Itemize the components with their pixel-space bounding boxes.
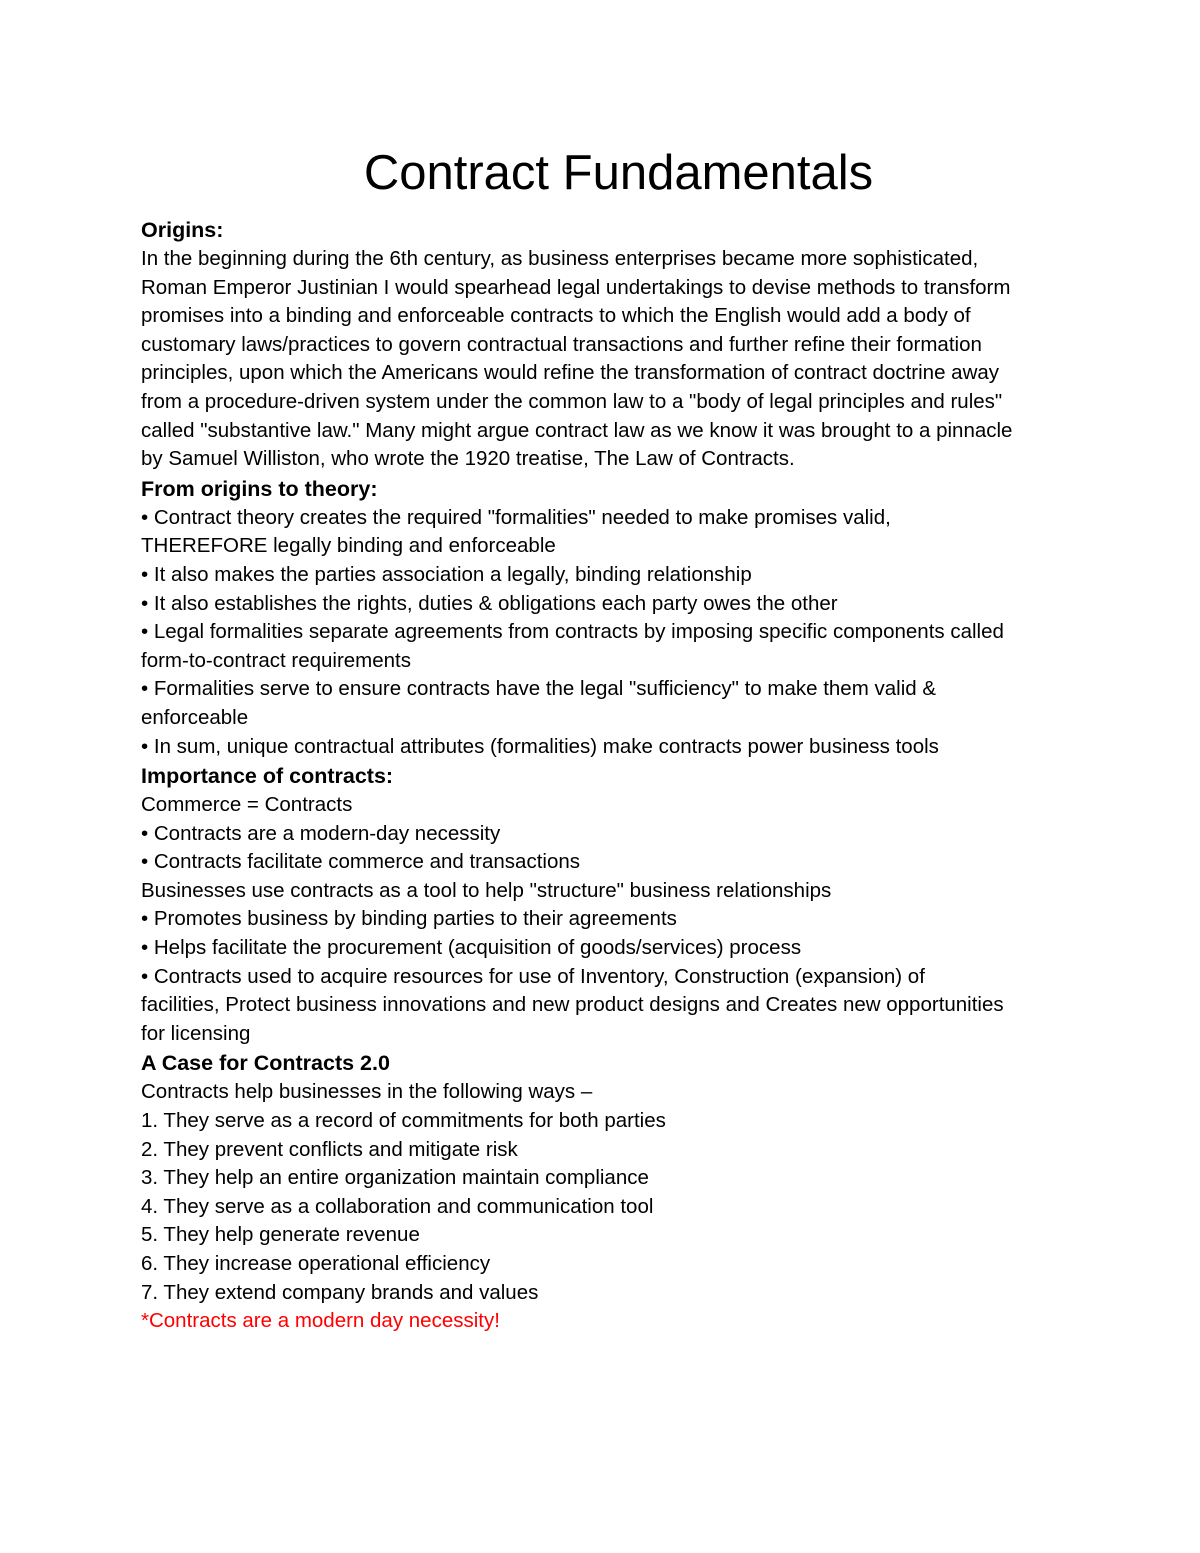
paragraph-line: principles, upon which the Americans would refine the transformation of contract doctrine away: [141, 361, 1000, 385]
section-theory: [141, 474, 1101, 761]
paragraph-line: promises into a binding and enforceable contracts to which the English would add a body of: [141, 304, 971, 328]
bullet-line: enforceable: [141, 705, 249, 729]
section-heading: A Case for Contracts 2.0: [141, 1051, 390, 1076]
section-importance: [141, 761, 1101, 1048]
bullet-line: • Contracts are a modern-day necessity: [141, 821, 501, 845]
numbered-list-item: 3. They help an entire organization maintain compliance: [141, 1166, 649, 1190]
bullet-line: THEREFORE legally binding and enforceable: [141, 534, 556, 558]
document-body: [141, 215, 1101, 1336]
section-heading: Origins:: [141, 218, 224, 242]
numbered-list-item: 6. They increase operational efficiency: [141, 1252, 491, 1275]
bullet-line: • Helps facilitate the procurement (acquisition of goods/services) process: [141, 936, 802, 960]
numbered-list-item: 7. They extend company brands and values: [141, 1280, 539, 1304]
list-intro: Contracts help businesses in the following ways –: [141, 1080, 593, 1104]
bullet-line: Businesses use contracts as a tool to help "structure" business relationships: [141, 878, 832, 902]
bullet-line: • Promotes business by binding parties to their agreements: [141, 907, 677, 931]
bullet-line: form-to-contract requirements: [141, 648, 412, 672]
paragraph-line: In the beginning during the 6th century, as business enterprises became more sophisticated,: [141, 247, 979, 270]
section-heading: Importance of contracts:: [141, 764, 394, 789]
bullet-line: Commerce = Contracts: [141, 793, 353, 817]
section-origins: [141, 215, 1101, 474]
paragraph-line: called "substantive law." Many might argue contract law as we know it was brought to a pinnacle: [141, 418, 1013, 442]
section-case-for-contracts: [141, 1048, 1101, 1335]
bullet-line: • In sum, unique contractual attributes (formalities) make contracts power business tools: [141, 734, 939, 758]
bullet-line: • Contracts facilitate commerce and transactions: [141, 850, 580, 874]
bullet-line: • Legal formalities separate agreements from contracts by imposing specific components called: [141, 620, 1004, 644]
document-title: Contract Fundamentals: [363, 146, 874, 200]
paragraph-line: customary laws/practices to govern contractual transactions and further refine their formation: [141, 332, 982, 356]
bullet-line: • Contracts used to acquire resources for use of Inventory, Construction (expansion) of: [141, 964, 925, 988]
numbered-list-item: 4. They serve as a collaboration and communication tool: [141, 1194, 654, 1218]
bullet-line: • It also establishes the rights, duties & obligations each party owes the other: [141, 591, 838, 615]
closing-note: *Contracts are a modern day necessity!: [141, 1309, 500, 1333]
bullet-line: facilities, Protect business innovations and new product designs and Creates new opportunities: [141, 993, 1004, 1017]
bullet-line: • Contract theory creates the required "formalities" needed to make promises valid,: [141, 505, 891, 529]
paragraph-line: Roman Emperor Justinian I would spearhead legal undertakings to devise methods to transform: [141, 275, 1011, 299]
paragraph-line: from a procedure-driven system under the common law to a "body of legal principles and rules": [141, 389, 1003, 413]
bullet-line: • It also makes the parties association a legally, binding relationship: [141, 562, 752, 586]
paragraph-line: by Samuel Williston, who wrote the 1920 treatise, The Law of Contracts.: [141, 447, 795, 471]
bullet-line: • Formalities serve to ensure contracts have the legal "sufficiency" to make them valid &: [141, 677, 937, 701]
numbered-list-item: 1. They serve as a record of commitments for both parties: [141, 1109, 666, 1133]
bullet-line: for licensing: [141, 1021, 251, 1045]
numbered-list-item: 2. They prevent conflicts and mitigate risk: [141, 1137, 518, 1161]
numbered-list-item: 5. They help generate revenue: [141, 1223, 420, 1247]
section-heading: From origins to theory:: [141, 476, 378, 501]
